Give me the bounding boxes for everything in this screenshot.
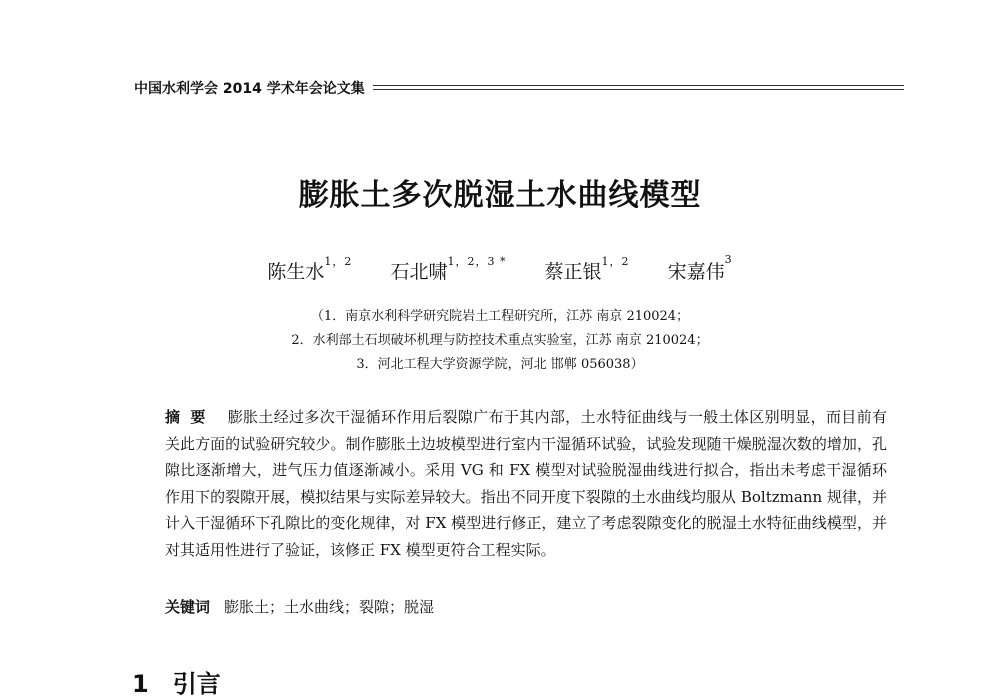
abstract: [165, 404, 887, 563]
keywords-text: 膨胀土；土水曲线；裂隙；脱湿: [224, 598, 435, 616]
keywords: [165, 596, 887, 617]
author-name: 宋嘉伟: [667, 261, 725, 283]
author: [390, 255, 507, 283]
affiliation-line: 2．水利部土石坝破坏机理与防控技术重点实验室，江苏 南京 210024；: [291, 333, 709, 348]
section-heading: [132, 664, 221, 699]
author-affiliation-marker: 1，2: [601, 255, 630, 268]
author-name: 石北啸: [390, 261, 448, 283]
running-header-text: 中国水利学会 2014 学术年会论文集: [134, 81, 365, 97]
affiliation-line: 3．河北工程大学资源学院，河北 邯郸 056038）: [356, 357, 644, 372]
affiliation-line: （1．南京水利科学研究院岩土工程研究所，江苏 南京 210024；: [310, 309, 690, 324]
author-affiliation-marker: 3: [724, 253, 733, 266]
abstract-text: 膨胀土经过多次干湿循环作用后裂隙广布于其内部，土水特征曲线与一般土体区别明显，而目前有关此方面的试验研究较少。制作膨胀土边坡模型进行室内干湿循环试验，试验发现随干燥脱湿次数的增加，孔隙比逐渐增大，进气压力值逐渐减小。采用 VG 和 FX 模型对试验脱湿曲线进行拟合，指出未考虑干湿循环作用下的裂隙开展，模拟结果与实际差异较大。指出不同开度下裂隙的土水曲线均服从 Boltzmann 规律，并计入干湿循环下孔隙比的变化规律，对 FX 模型进行修正，建立了考虑裂隙变化的脱湿土水特征曲线模型，并对其适用性进行了验证，该修正 FX 模型更符合工程实际。: [165, 408, 887, 559]
abstract-label: 摘要: [165, 408, 216, 426]
section-number: 1: [132, 670, 149, 698]
author: [544, 255, 630, 283]
author-name: 蔡正银: [544, 261, 602, 283]
paper-title: 膨胀土多次脱湿土水曲线模型: [298, 178, 702, 213]
author-list: [0, 253, 1000, 284]
keywords-label: 关键词: [165, 598, 211, 616]
author-name: 陈生水: [267, 261, 325, 283]
author-affiliation-marker: 1，2，3 *: [447, 255, 507, 268]
section-title: 引言: [172, 670, 221, 698]
author: [667, 253, 733, 283]
header-rule: [373, 85, 904, 91]
author: [267, 255, 353, 283]
author-affiliation-marker: 1，2: [324, 255, 353, 268]
running-header: [134, 78, 904, 98]
